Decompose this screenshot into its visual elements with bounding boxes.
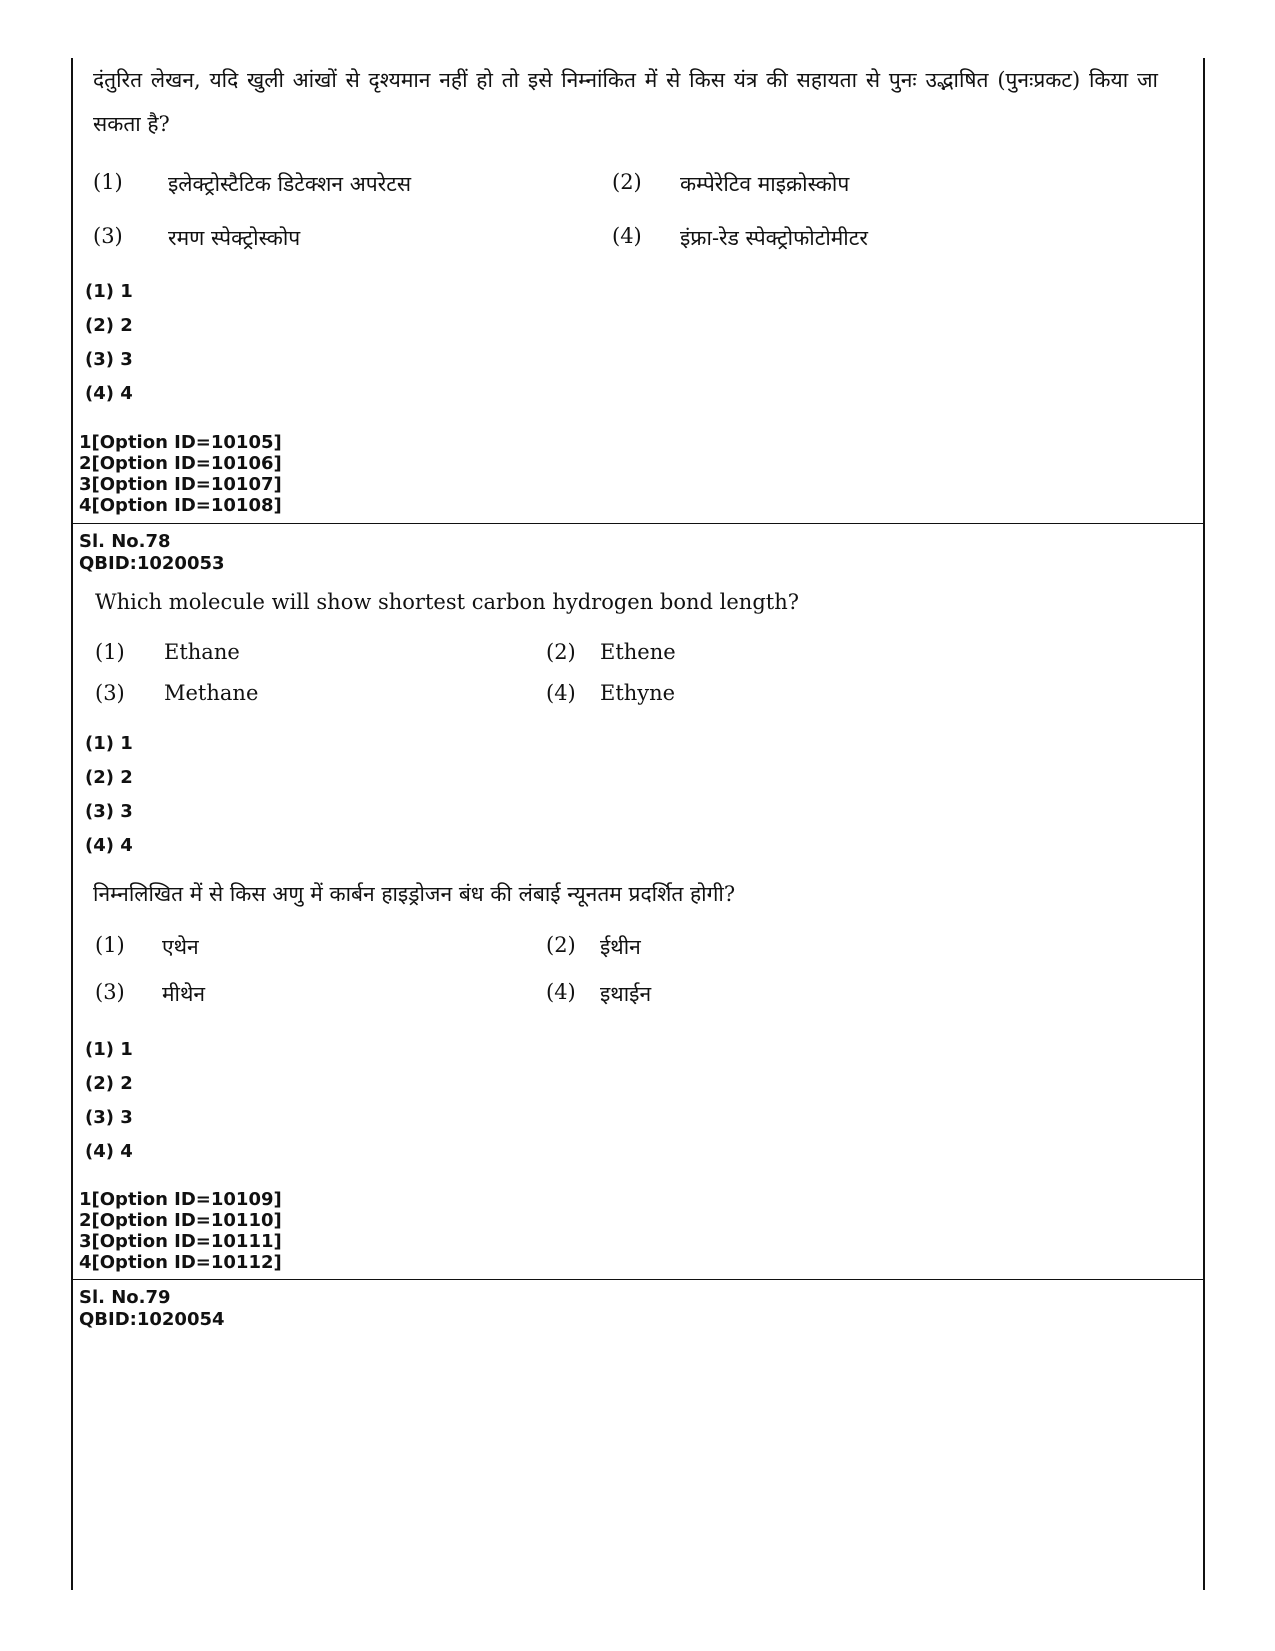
q78-en-option-3-num: (3) [95,681,125,705]
q78-hi-answer-2: (2) 2 [85,1073,133,1094]
q77-hi-option-1-text: इलेक्ट्रोस्टैटिक डिटेक्शन अपरेटस [168,172,412,196]
q77-option-id-4: 4[Option ID=10108] [79,495,282,516]
q78-option-id-1: 1[Option ID=10109] [79,1189,282,1210]
q77-option-id-2: 2[Option ID=10106] [79,453,282,474]
q78-hi-option-2-text: ईथीन [600,935,641,959]
q77-answer-2: (2) 2 [85,315,133,336]
q78-hi-option-1-text: एथेन [162,935,199,959]
q78-en-option-2-num: (2) [546,640,576,664]
q78-en-option-4-text: Ethyne [600,681,676,705]
q77-answer-4: (4) 4 [85,383,133,404]
divider [71,1279,1205,1280]
q77-hi-option-2-num: (2) [612,170,642,194]
q78-en-option-4-num: (4) [546,681,576,705]
q78-en-option-2-text: Ethene [600,640,676,664]
q78-hi-option-3-num: (3) [95,980,125,1004]
q77-hi-option-2-text: कम्पेरेटिव माइक्रोस्कोप [680,172,850,196]
q78-en-option-1-num: (1) [95,640,125,664]
q78-hi-answer-3: (3) 3 [85,1107,133,1128]
q77-hi-option-4-text: इंफ्रा-रेड स्पेक्ट्रोफोटोमीटर [680,226,868,250]
q78-qbid: QBID:1020053 [79,553,225,574]
q78-option-id-3: 3[Option ID=10111] [79,1231,282,1252]
q78-hi-option-2-num: (2) [546,933,576,957]
q78-english-question: Which molecule will show shortest carbon hydrogen bond length? [95,590,799,614]
q78-en-answer-4: (4) 4 [85,835,133,856]
q78-hi-answer-1: (1) 1 [85,1039,133,1060]
q78-hi-option-1-num: (1) [95,933,125,957]
q78-hi-option-4-text: इथाईन [600,982,652,1006]
q77-hi-option-1-num: (1) [93,170,123,194]
q78-hi-answer-4: (4) 4 [85,1141,133,1162]
q77-option-id-3: 3[Option ID=10107] [79,474,282,495]
q78-en-option-1-text: Ethane [164,640,240,664]
page-frame [71,58,1205,1590]
q79-sl-no: Sl. No.79 [79,1287,171,1308]
q77-hi-option-4-num: (4) [612,224,642,248]
q78-en-option-3-text: Methane [164,681,259,705]
divider [71,523,1205,524]
q78-hi-option-4-num: (4) [546,980,576,1004]
q79-qbid: QBID:1020054 [79,1309,225,1330]
q78-hindi-question: निम्नलिखित में से किस अणु में कार्बन हाइड्रोजन बंध की लंबाई न्यूनतम प्रदर्शित होगी? [93,882,736,906]
q78-en-answer-1: (1) 1 [85,733,133,754]
q78-sl-no: Sl. No.78 [79,531,171,552]
q78-hi-option-3-text: मीथेन [162,982,206,1006]
q78-option-id-2: 2[Option ID=10110] [79,1210,282,1231]
q77-option-id-1: 1[Option ID=10105] [79,432,282,453]
q77-hi-option-3-num: (3) [93,224,123,248]
q78-option-id-4: 4[Option ID=10112] [79,1252,282,1273]
q77-hi-option-3-text: रमण स्पेक्ट्रोस्कोप [168,226,301,250]
q77-answer-3: (3) 3 [85,349,133,370]
q78-en-answer-3: (3) 3 [85,801,133,822]
q77-answer-1: (1) 1 [85,281,133,302]
q77-hindi-question: दंतुरित लेखन, यदि खुली आंखों से दृश्यमान नहीं हो तो इसे निम्नांकित में से किस यंत्र की सहायता से पुनः उद्भाषित (पुनःप्रकट) किया जा सकता है? [93,68,1158,136]
q78-en-answer-2: (2) 2 [85,767,133,788]
